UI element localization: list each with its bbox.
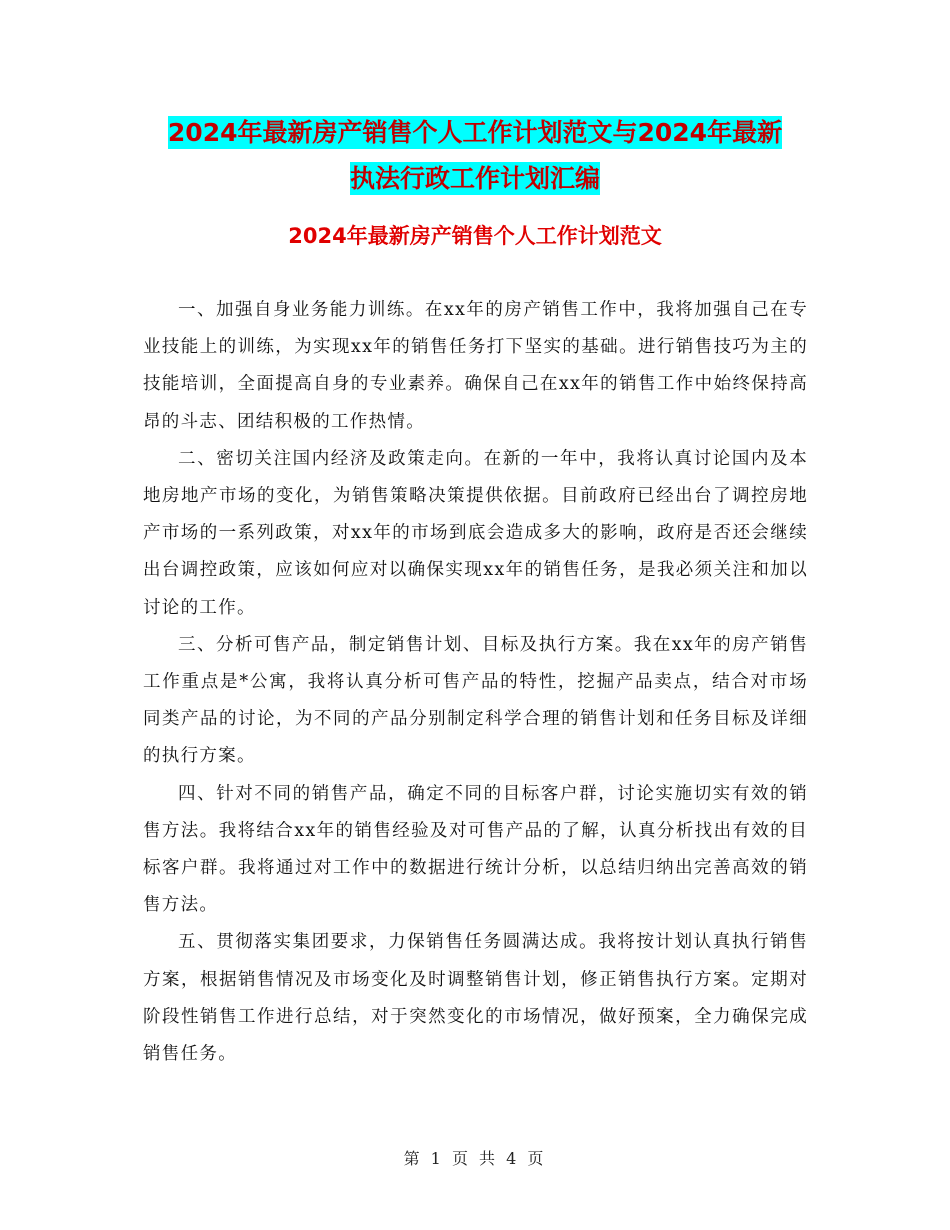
document-body	[143, 292, 808, 1073]
document-title	[0, 110, 950, 202]
document-title-line-1	[0, 110, 950, 156]
paragraph-1: 一、加强自身业务能力训练。在xx年的房产销售工作中，我将加强自己在专业技能上的训练，为实现xx年的销售任务打下坚实的基础。进行销售技巧为主的技能培训，全面提高自身的专业素养。确保自己在xx年的销售工作中始终保持高昂的斗志、团结积极的工作热情。	[143, 300, 808, 432]
paragraph-3: 三、分析可售产品，制定销售计划、目标及执行方案。我在xx年的房产销售工作重点是*公寓，我将认真分析可售产品的特性，挖掘产品卖点，结合对市场同类产品的讨论，为不同的产品分别制定科学合理的销售计划和任务目标及详细的执行方案。	[143, 634, 808, 767]
document-title-text-2: 执法行政工作计划汇编	[349, 164, 600, 193]
paragraph-2: 二、密切关注国内经济及政策走向。在新的一年中，我将认真讨论国内及本地房地产市场的变化，为销售策略决策提供依据。目前政府已经出台了调控房地产市场的一系列政策，对xx年的市场到底会造成多大的影响，政府是否还会继续出台调控政策，应该如何应对以确保实现xx年的销售任务，是我必须关注和加以讨论的工作。	[143, 448, 808, 618]
document-title-line-2	[0, 156, 950, 202]
paragraph-4: 四、针对不同的销售产品，确定不同的目标客户群，讨论实施切实有效的销售方法。我将结合xx年的销售经验及对可售产品的了解，认真分析找出有效的目标客户群。我将通过对工作中的数据进行统计分析，以总结归纳出完善高效的销售方法。	[143, 783, 808, 916]
page-footer: 第 1 页 共 4 页	[403, 1149, 547, 1168]
document-title-text-1: 2024年最新房产销售个人工作计划范文与2024年最新	[167, 118, 783, 147]
section-title: 2024年最新房产销售个人工作计划范文	[288, 224, 662, 248]
paragraph-5: 五、贯彻落实集团要求，力保销售任务圆满达成。我将按计划认真执行销售方案，根据销售情况及市场变化及时调整销售计划，修正销售执行方案。定期对阶段性销售工作进行总结，对于突然变化的市场情况，做好预案，全力确保完成销售任务。	[143, 932, 808, 1065]
